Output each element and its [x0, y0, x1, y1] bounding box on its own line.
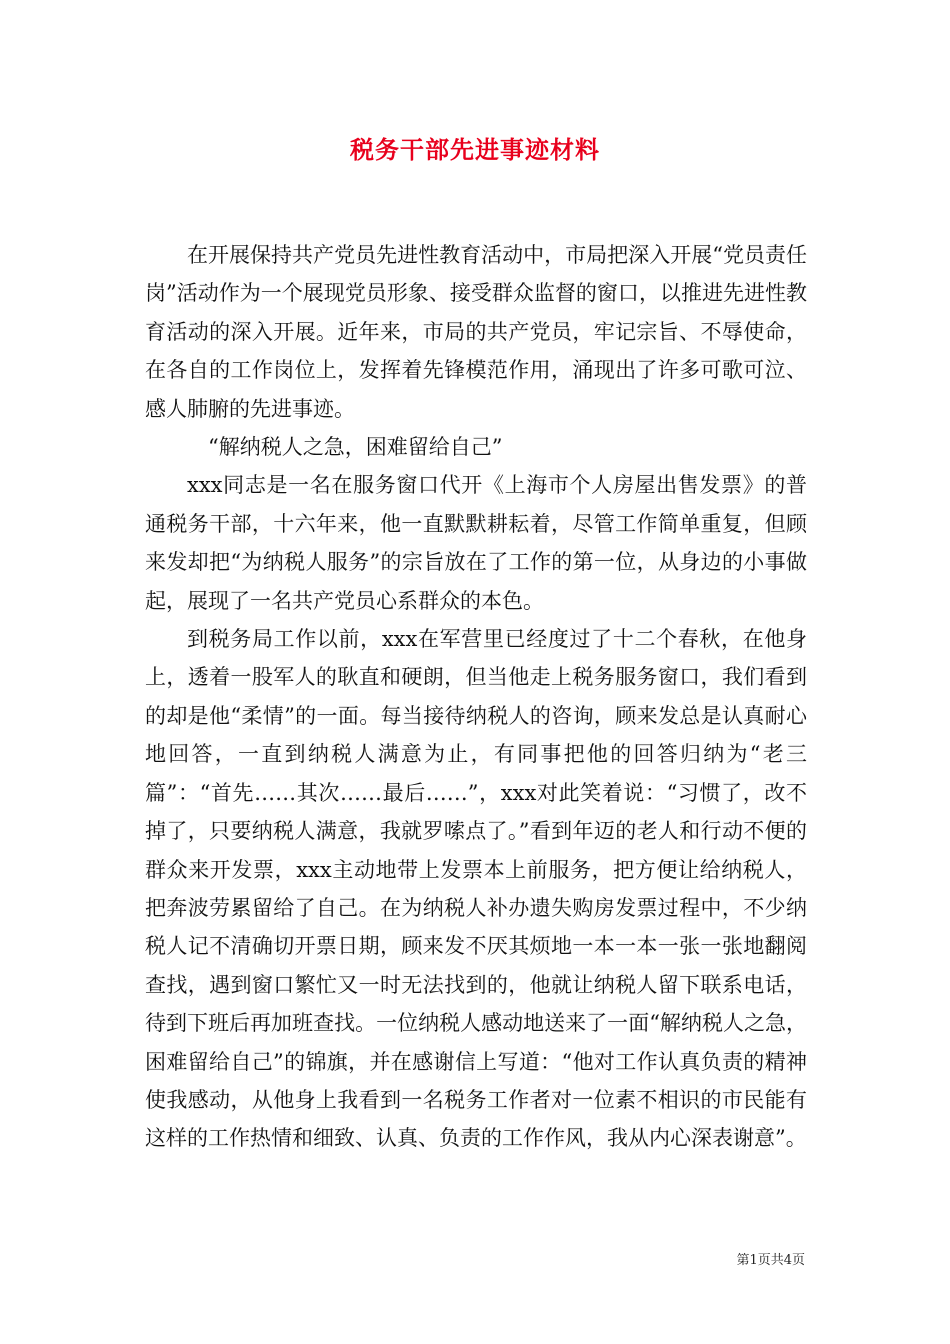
document-title: 税务干部先进事迹材料	[350, 135, 600, 164]
body-paragraph: 到税务局工作以前，xxx在军营里已经度过了十二个春秋，在他身上，透着一股军人的耿直和硬朗，但当他走上税务服务窗口，我们看到的却是他“柔情”的一面。每当接待纳税人的咨询，顾来发总是认真耐心地回答，一直到纳税人满意为止，有同事把他的回答归纳为“老三篇”：“首先……其次……最后……”，xxx对此笑着说：“习惯了，改不掉了，只要纳税人满意，我就罗嗦点了。”看到年迈的老人和行动不便的群众来开发票，xxx主动地带上发票本上前服务，把方便让给纳税人，把奔波劳累留给了自己。在为纳税人补办遗失购房发票过程中，不少纳税人记不清确切开票日期，顾来发不厌其烦地一本一本一张一张地翻阅查找，遇到窗口繁忙又一时无法找到的，他就让纳税人留下联系电话，待到下班后再加班查找。一位纳税人感动地送来了一面“解纳税人之急，困难留给自己”的锦旗，并在感谢信上写道：“他对工作认真负责的精神使我感动，从他身上我看到一名税务工作者对一位素不相识的市民能有这样的工作热情和细致、认真、负责的工作作风，我从内心深表谢意”。	[145, 627, 807, 1151]
document-body	[145, 236, 807, 1158]
page-number: 第1页共4页	[736, 1253, 805, 1268]
body-paragraph: xxx同志是一名在服务窗口代开《上海市个人房屋出售发票》的普通税务干部，十六年来，他一直默默耕耘着，尽管工作简单重复，但顾来发却把“为纳税人服务”的宗旨放在了工作的第一位，从身边的小事做起，展现了一名共产党员心系群众的本色。	[145, 473, 807, 613]
section-subtitle: “解纳税人之急，困难留给自己”	[208, 435, 503, 460]
body-paragraph: 在开展保持共产党员先进性教育活动中，市局把深入开展“党员责任岗”活动作为一个展现党员形象、接受群众监督的窗口，以推进先进性教育活动的深入开展。近年来，市局的共产党员，牢记宗旨、不辱使命，在各自的工作岗位上，发挥着先锋模范作用，涌现出了许多可歌可泣、感人肺腑的先进事迹。	[145, 243, 807, 421]
